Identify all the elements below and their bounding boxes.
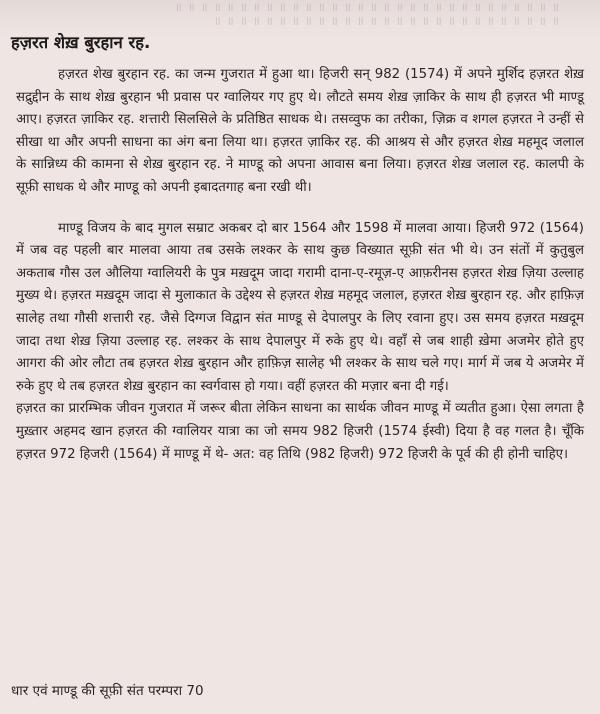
bleed-through-text: ॥ ॥ ॥ ॥ ॥ ॥ ॥ ॥ ॥ ॥ ॥ ॥ ॥ ॥ ॥ ॥ ॥ ॥ ॥ ॥ ॥ ॥ ॥ ॥ ॥ ॥ ॥ ॥ ॥ ॥ ॥ ॥ ॥ ॥ ॥ ॥ ॥ ॥ ॥ ॥ ॥ ॥ ॥ ॥ ॥ ॥ ॥ ॥ ॥ ॥ ॥ ॥ ॥ ॥ ॥ ॥ ॥	[174, 0, 560, 28]
page-footer: धार एवं माण्डू की सूफ़ी संत परम्परा 70	[11, 683, 204, 699]
article-body	[16, 64, 584, 466]
page-title: हज़रत शेख़ बुरहान रह.	[11, 33, 151, 52]
paragraph-2: माण्डू विजय के बाद मुगल सम्राट अकबर दो बार 1564 और 1598 में मालवा आया। हिजरी 972 (1564) में जब वह पहली बार मालवा आया तब उसके लश्कर के साथ कुछ विख्यात सूफ़ी संत भी थे। उन संतों में कुतुबुल अकताब गौस उल औलिया ग्वालियरी के पुत्र मख़दूम जादा गरामी दाना-ए-रमूज़-ए आफ़रीनस हज़रत शेख़ ज़िया उल्लाह मुख्य थे। हज़रत मख़दूम जादा से मुलाकात के उद्देश्य से हज़रत शेख़ महमूद जलाल, हज़रत शेख़ बुरहान रह. और हाफ़िज़ सालेह तथा गौसी शत्तारी रह. जैसे दिग्गज विद्वान संत माण्डू से देपालपुर के लिए रवाना हुए। उस समय हज़रत मख़दूम जादा तथा शेख़ ज़िया उल्लाह रह. लश्कर के साथ देपालपुर में रुके हुए थे। वहाँ से जब शाही ख़ेमा अजमेर होते हुए आगरा की ओर लौटा तब हज़रत शेख़ बुरहान और हाफ़िज़ सालेह भी लश्कर के साथ चले गए। मार्ग में जब ये अजमेर में रुके हुए थे तब हज़रत शेख़ बुरहान का स्वर्गवास हो गया। वहीं हज़रत की मज़ार बना दी गई।	[16, 220, 584, 394]
paragraph-3: हज़रत का प्रारम्भिक जीवन गुजरात में जरूर बीता लेकिन साधना का सार्थक जीवन माण्डू में व्यतीत हुआ। ऐसा लगता है मुख़्तार अहमद खान हज़रत की ग्वालियर यात्रा का जो समय 982 हिजरी (1574 ईस्वी) दिया है वह गलत है। चूँकि हज़रत 972 हिजरी (1564) में माण्डू में थे- अत: वह तिथि (982 हिजरी) 972 हिजरी के पूर्व की ही होनी चाहिए।	[16, 401, 584, 462]
paragraph-1: हज़रत शेख बुरहान रह. का जन्म गुजरात में हुआ था। हिजरी सन् 982 (1574) में अपने मुर्शिद हज़रत शेख़ सद्रुद्दीन के साथ शेख़ बुरहान भी प्रवास पर ग्वालियर गए हुए थे। लौटते समय शेख़ ज़ाकिर के साथ ही हज़रत भी माण्डू आए। हज़रत ज़ाकिर रह. शत्तारी सिलसिले के प्रतिष्ठित साधक थे। तसव्वुफ का तरीका, ज़िक्र व शगल हज़रत ने उन्हीं से सीखा था और अपनी साधना का अंग बना लिया था। हज़रत ज़ाकिर रह. की आश्रय से और हज़रत शेख़ महमूद जलाल के सान्निध्य की कामना से शेख़ बुरहान रह. ने माण्डू को अपना आवास बना लिया। हज़रत शेख़ जलाल रह. कालपी के सूफ़ी साधक थे और माण्डू को अपनी इबादतगाह बना रखी थी।	[16, 67, 584, 195]
